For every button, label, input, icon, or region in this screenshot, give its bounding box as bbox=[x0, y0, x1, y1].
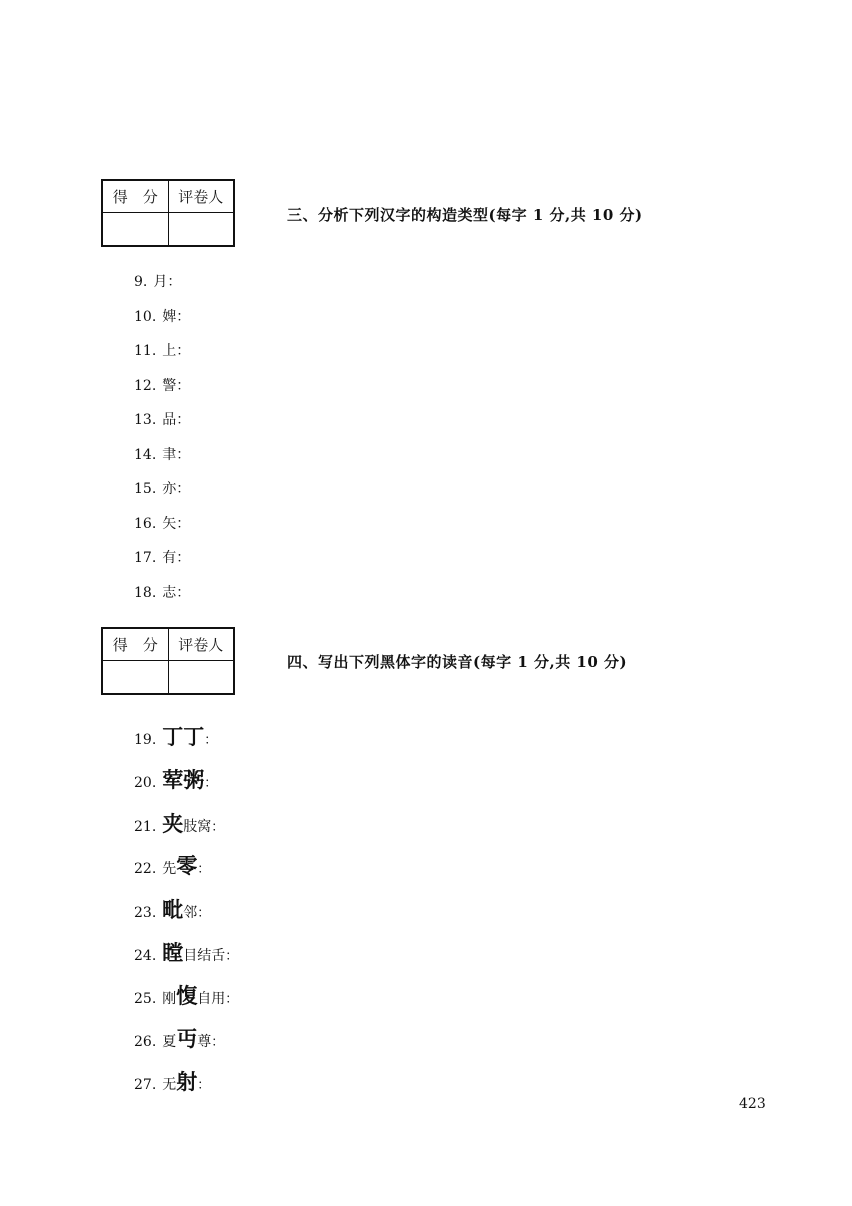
section4-title: 四、写出下列黑体字的读音(每字 1 分,共 10 分) bbox=[287, 653, 628, 671]
text-after: 目结舌 bbox=[183, 948, 226, 964]
question-colon: ： bbox=[176, 481, 191, 497]
question-char: 聿 bbox=[162, 447, 177, 463]
question-colon: ： bbox=[225, 949, 239, 964]
question-colon: ： bbox=[197, 862, 211, 877]
question-item bbox=[134, 410, 190, 430]
question-item bbox=[134, 724, 217, 754]
question-number: 15. bbox=[134, 481, 157, 497]
question-char: 婢 bbox=[162, 309, 177, 325]
question-number: 26. bbox=[134, 1034, 157, 1050]
question-number: 18. bbox=[134, 585, 157, 601]
bold-character: 夹 bbox=[162, 812, 184, 836]
question-colon: ： bbox=[197, 906, 211, 921]
question-number: 13. bbox=[134, 412, 157, 428]
text-after: 尊 bbox=[197, 1034, 212, 1050]
question-char: 亦 bbox=[162, 481, 177, 497]
grader-cell[interactable] bbox=[168, 213, 234, 247]
text-after: 肢窝 bbox=[183, 819, 212, 835]
grader-label: 评卷人 bbox=[168, 180, 234, 213]
score-label: 得 分 bbox=[102, 628, 168, 661]
question-colon: ： bbox=[211, 1035, 225, 1050]
text-after: 自用 bbox=[197, 991, 226, 1007]
question-number: 10. bbox=[134, 309, 157, 325]
question-number: 17. bbox=[134, 550, 157, 566]
question-number: 22. bbox=[134, 861, 157, 877]
question-number: 21. bbox=[134, 819, 157, 835]
question-number: 12. bbox=[134, 378, 157, 394]
question-colon: ： bbox=[176, 378, 191, 394]
question-item bbox=[134, 1069, 210, 1099]
question-colon: ： bbox=[176, 447, 191, 463]
question-char: 品 bbox=[162, 412, 177, 428]
question-colon: ： bbox=[176, 343, 191, 359]
question-colon: ： bbox=[176, 550, 191, 566]
question-item bbox=[134, 341, 190, 361]
question-colon: ： bbox=[204, 733, 218, 748]
question-number: 19. bbox=[134, 732, 157, 748]
question-number: 24. bbox=[134, 948, 157, 964]
question-number: 20. bbox=[134, 775, 157, 791]
text-before: 刚 bbox=[162, 991, 177, 1007]
question-colon: ： bbox=[197, 1078, 211, 1093]
question-number: 11. bbox=[134, 343, 157, 359]
question-char: 月 bbox=[153, 274, 168, 290]
question-colon: ： bbox=[176, 412, 191, 428]
question-colon: ： bbox=[167, 274, 182, 290]
question-number: 9. bbox=[134, 274, 148, 290]
grader-cell[interactable] bbox=[168, 661, 234, 695]
text-before: 先 bbox=[162, 861, 177, 877]
question-number: 23. bbox=[134, 905, 157, 921]
question-item bbox=[134, 1026, 224, 1056]
question-number: 27. bbox=[134, 1077, 157, 1093]
question-number: 25. bbox=[134, 991, 157, 1007]
question-item bbox=[134, 548, 190, 568]
question-char: 志 bbox=[162, 585, 177, 601]
question-char: 有 bbox=[162, 550, 177, 566]
question-char: 上 bbox=[162, 343, 177, 359]
grader-label: 评卷人 bbox=[168, 628, 234, 661]
question-colon: ： bbox=[204, 776, 218, 791]
score-cell[interactable] bbox=[102, 213, 168, 247]
question-number: 14. bbox=[134, 447, 157, 463]
question-item bbox=[134, 272, 181, 292]
bold-character: 丏 bbox=[176, 1027, 198, 1051]
score-label: 得 分 bbox=[102, 180, 168, 213]
bold-character: 丁丁 bbox=[162, 725, 205, 749]
bold-character: 愎 bbox=[176, 984, 198, 1008]
bold-character: 毗 bbox=[162, 898, 184, 922]
question-item bbox=[134, 514, 190, 534]
text-before: 夏 bbox=[162, 1034, 177, 1050]
bold-character: 射 bbox=[176, 1070, 198, 1094]
question-item bbox=[134, 853, 210, 883]
question-item bbox=[134, 767, 217, 797]
question-colon: ： bbox=[176, 309, 191, 325]
question-char: 警 bbox=[162, 378, 177, 394]
text-after: 邻 bbox=[183, 905, 198, 921]
question-char: 矢 bbox=[162, 516, 177, 532]
question-item bbox=[134, 376, 190, 396]
question-number: 16. bbox=[134, 516, 157, 532]
question-item bbox=[134, 479, 190, 499]
question-item bbox=[134, 445, 190, 465]
question-colon: ： bbox=[176, 585, 191, 601]
question-item bbox=[134, 811, 224, 841]
question-colon: ： bbox=[176, 516, 191, 532]
question-item bbox=[134, 307, 190, 327]
question-colon: ： bbox=[211, 820, 225, 835]
bold-character: 荤粥 bbox=[162, 768, 205, 792]
page-number: 423 bbox=[739, 1096, 766, 1112]
score-box-section4 bbox=[101, 627, 235, 695]
question-item bbox=[134, 940, 238, 970]
question-colon: ： bbox=[225, 992, 239, 1007]
score-cell[interactable] bbox=[102, 661, 168, 695]
question-item bbox=[134, 897, 210, 927]
text-before: 无 bbox=[162, 1077, 177, 1093]
bold-character: 零 bbox=[176, 854, 198, 878]
bold-character: 瞠 bbox=[162, 941, 184, 965]
question-item bbox=[134, 983, 238, 1013]
score-box-section3 bbox=[101, 179, 235, 247]
section3-title: 三、分析下列汉字的构造类型(每字 1 分,共 10 分) bbox=[287, 206, 643, 224]
question-item bbox=[134, 583, 190, 603]
